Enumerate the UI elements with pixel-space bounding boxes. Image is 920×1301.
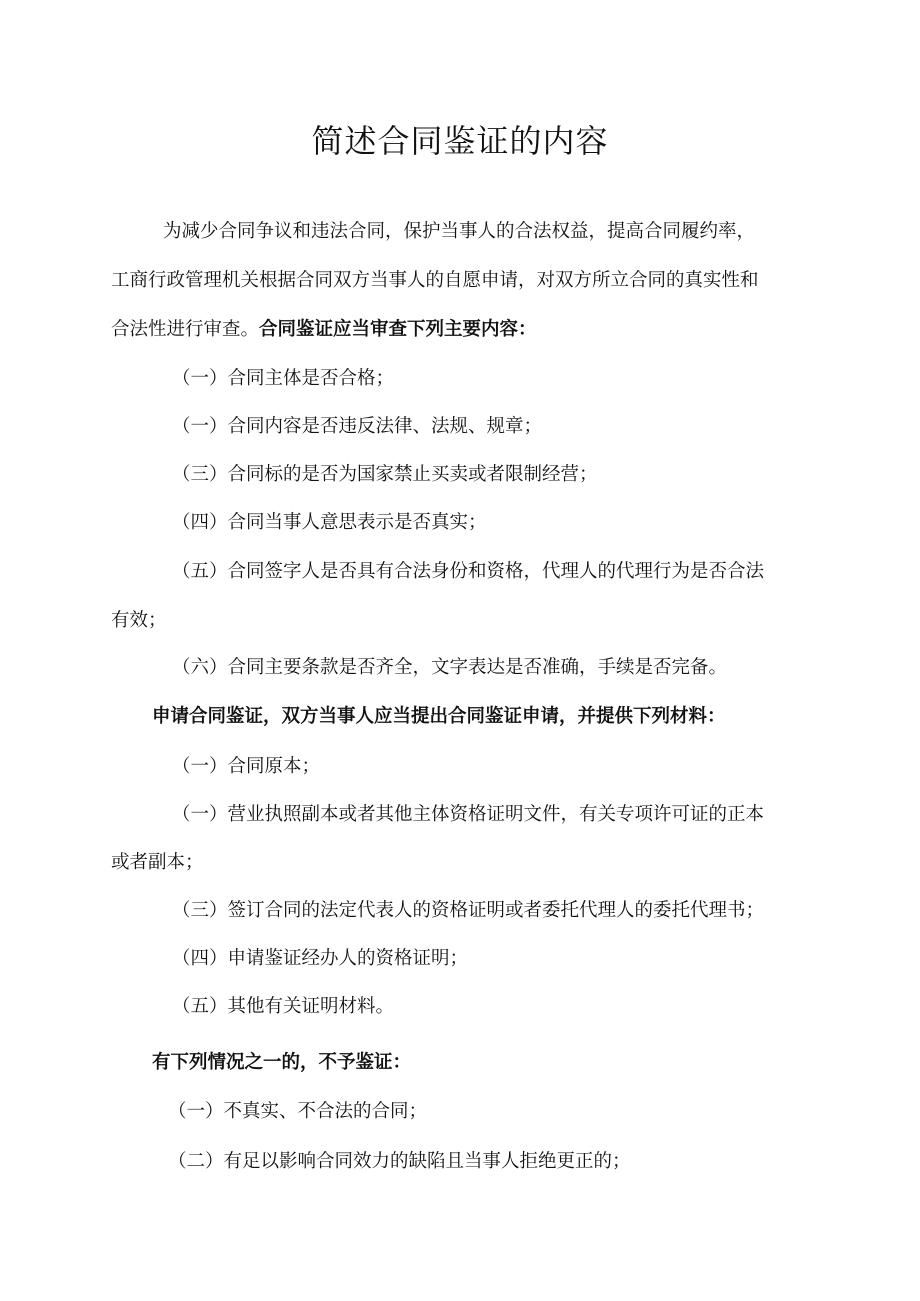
- intro-line-3-plain: 合法性进行审查。: [111, 319, 260, 340]
- application-item-2-line-2: 或者副本；: [111, 852, 204, 873]
- review-item-5-line-2: 有效；: [111, 610, 167, 631]
- refusal-item-2: （二）有足以影响合同效力的缺陷且当事人拒绝更正的；: [168, 1151, 631, 1172]
- document-title: 简述合同鉴证的内容: [311, 122, 609, 160]
- application-item-4: （四）申请鉴证经办人的资格证明；: [172, 948, 469, 969]
- review-item-5-line-1: （五）合同签字人是否具有合法身份和资格，代理人的代理行为是否合法: [172, 561, 765, 582]
- intro-line-2: 工商行政管理机关根据合同双方当事人的自愿申请，对双方所立合同的真实性和: [111, 270, 759, 291]
- application-item-1: （一）合同原本；: [172, 756, 321, 777]
- intro-line-1: 为减少合同争议和违法合同，保护当事人的合法权益，提高合同履约率，: [163, 221, 756, 242]
- review-heading: 合同鉴证应当审查下列主要内容：: [259, 319, 537, 340]
- application-item-5: （五）其他有关证明材料。: [172, 996, 395, 1017]
- application-item-3: （三）签订合同的法定代表人的资格证明或者委托代理人的委托代理书；: [172, 900, 765, 921]
- refusal-item-1: （一）不真实、不合法的合同；: [168, 1101, 428, 1122]
- application-heading: 申请合同鉴证，双方当事人应当提出合同鉴证申请，并提供下列材料：: [152, 706, 726, 727]
- review-item-3: （三）合同标的是否为国家禁止买卖或者限制经营；: [172, 464, 598, 485]
- review-item-6: （六）合同主要条款是否齐全，文字表达是否准确，手续是否完备。: [172, 657, 728, 678]
- application-item-2-line-1: （一）营业执照副本或者其他主体资格证明文件，有关专项许可证的正本: [172, 804, 765, 825]
- review-item-4: （四）合同当事人意思表示是否真实；: [172, 512, 487, 533]
- review-item-2: （一）合同内容是否违反法律、法规、规章；: [172, 416, 543, 437]
- review-item-1: （一）合同主体是否合格；: [172, 368, 395, 389]
- intro-line-3: [111, 318, 537, 342]
- refusal-heading: 有下列情况之一的，不予鉴证：: [152, 1052, 412, 1073]
